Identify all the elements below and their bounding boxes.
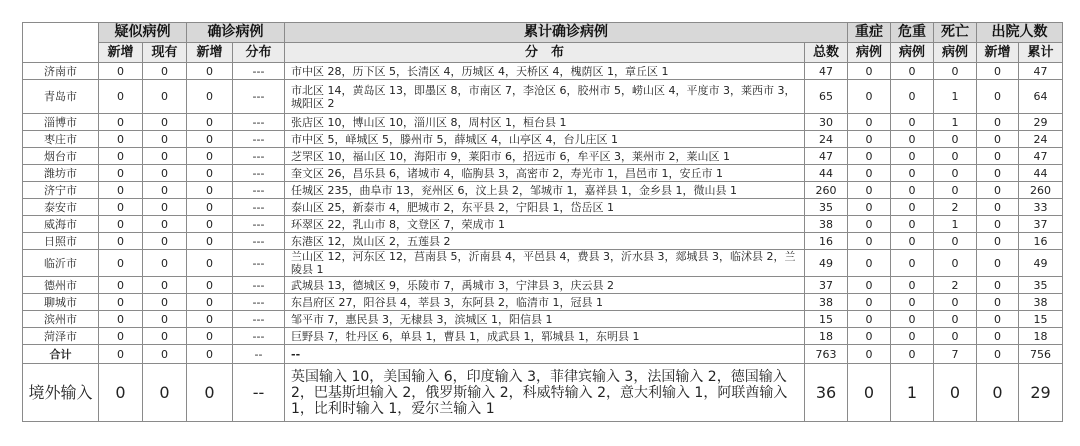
death-cell: 7 — [934, 345, 977, 364]
critical-cell: 0 — [891, 311, 934, 328]
total-cell: 16 — [805, 233, 848, 250]
severe-cell: 0 — [848, 63, 891, 80]
stats-table-container — [22, 22, 1062, 422]
discharged-cumulative-cell: 47 — [1019, 63, 1063, 80]
total-cell: 18 — [805, 328, 848, 345]
distribution-cell: 环翠区 22，乳山市 8，文登区 7，荣成市 1 — [285, 216, 805, 233]
header-critical-top: 危重 — [891, 23, 934, 43]
suspected-new-cell: 0 — [99, 114, 143, 131]
discharged-cumulative-cell: 35 — [1019, 277, 1063, 294]
severe-cell: 0 — [848, 216, 891, 233]
header-blank — [23, 23, 99, 63]
distribution-cell: 奎文区 26，昌乐县 6，诸城市 4，临朐县 3，高密市 2，寿光市 1，昌邑市 1，安丘市 1 — [285, 165, 805, 182]
discharged-cumulative-cell: 16 — [1019, 233, 1063, 250]
table-row — [23, 182, 1063, 199]
total-cell: 47 — [805, 63, 848, 80]
city-cell: 临沂市 — [23, 250, 99, 277]
confirmed-distribution-cell: --- — [233, 63, 285, 80]
discharged-cumulative-cell: 38 — [1019, 294, 1063, 311]
critical-cell: 0 — [891, 233, 934, 250]
confirmed-distribution-cell: --- — [233, 182, 285, 199]
discharged-cumulative-cell: 18 — [1019, 328, 1063, 345]
critical-cell: 0 — [891, 345, 934, 364]
suspected-current-cell: 0 — [143, 328, 187, 345]
critical-cell: 0 — [891, 216, 934, 233]
critical-cell: 0 — [891, 63, 934, 80]
critical-cell: 0 — [891, 277, 934, 294]
suspected-new-cell: 0 — [99, 80, 143, 114]
city-cell: 威海市 — [23, 216, 99, 233]
total-cell: 49 — [805, 250, 848, 277]
suspected-current-cell: 0 — [143, 148, 187, 165]
suspected-current-cell: 0 — [143, 233, 187, 250]
death-cell: 0 — [934, 148, 977, 165]
severe-cell: 0 — [848, 311, 891, 328]
city-cell: 菏泽市 — [23, 328, 99, 345]
header-cumulative: 累计确诊病例 — [285, 23, 848, 43]
covid-stats-table — [22, 22, 1063, 422]
discharged-new-cell: 0 — [977, 250, 1019, 277]
discharged-new-cell: 0 — [977, 80, 1019, 114]
suspected-new-cell: 0 — [99, 165, 143, 182]
header-death-case: 病例 — [934, 43, 977, 63]
city-cell: 德州市 — [23, 277, 99, 294]
confirmed-new-cell: 0 — [187, 80, 233, 114]
header-confirmed-distribution: 分布 — [233, 43, 285, 63]
confirmed-new-cell: 0 — [187, 294, 233, 311]
discharged-new-cell: 0 — [977, 294, 1019, 311]
death-cell: 0 — [934, 131, 977, 148]
discharged-cumulative-cell: 29 — [1019, 364, 1063, 422]
discharged-new-cell: 0 — [977, 216, 1019, 233]
total-cell: 30 — [805, 114, 848, 131]
death-cell: 0 — [934, 311, 977, 328]
severe-cell: 0 — [848, 182, 891, 199]
city-cell: 济南市 — [23, 63, 99, 80]
city-cell: 泰安市 — [23, 199, 99, 216]
total-cell: 65 — [805, 80, 848, 114]
header-suspected: 疑似病例 — [99, 23, 187, 43]
critical-cell: 0 — [891, 114, 934, 131]
distribution-cell: -- — [285, 345, 805, 364]
suspected-new-cell: 0 — [99, 294, 143, 311]
table-row — [23, 114, 1063, 131]
death-cell: 2 — [934, 277, 977, 294]
header-discharged: 出院人数 — [977, 23, 1063, 43]
confirmed-distribution-cell: --- — [233, 148, 285, 165]
discharged-new-cell: 0 — [977, 165, 1019, 182]
death-cell: 1 — [934, 80, 977, 114]
distribution-cell: 东昌府区 27，阳谷县 4，莘县 3，东阿县 2，临清市 1，冠县 1 — [285, 294, 805, 311]
discharged-cumulative-cell: 33 — [1019, 199, 1063, 216]
city-cell: 青岛市 — [23, 80, 99, 114]
confirmed-distribution-cell: --- — [233, 199, 285, 216]
suspected-current-cell: 0 — [143, 311, 187, 328]
critical-cell: 0 — [891, 165, 934, 182]
death-cell: 0 — [934, 294, 977, 311]
discharged-cumulative-cell: 64 — [1019, 80, 1063, 114]
critical-cell: 0 — [891, 294, 934, 311]
suspected-new-cell: 0 — [99, 182, 143, 199]
suspected-new-cell: 0 — [99, 148, 143, 165]
header-row-1 — [23, 23, 1063, 43]
critical-cell: 0 — [891, 148, 934, 165]
confirmed-new-cell: 0 — [187, 199, 233, 216]
confirmed-new-cell: 0 — [187, 250, 233, 277]
suspected-new-cell: 0 — [99, 63, 143, 80]
discharged-cumulative-cell: 29 — [1019, 114, 1063, 131]
severe-cell: 0 — [848, 277, 891, 294]
suspected-current-cell: 0 — [143, 364, 187, 422]
suspected-current-cell: 0 — [143, 182, 187, 199]
confirmed-distribution-cell: --- — [233, 216, 285, 233]
confirmed-new-cell: 0 — [187, 114, 233, 131]
city-cell: 烟台市 — [23, 148, 99, 165]
city-cell: 境外输入 — [23, 364, 99, 422]
distribution-cell: 泰山区 25，新泰市 4，肥城市 2，东平县 2，宁阳县 1，岱岳区 1 — [285, 199, 805, 216]
city-cell: 合计 — [23, 345, 99, 364]
table-row — [23, 216, 1063, 233]
total-cell: 763 — [805, 345, 848, 364]
distribution-cell: 东港区 12，岚山区 2，五莲县 2 — [285, 233, 805, 250]
discharged-new-cell: 0 — [977, 199, 1019, 216]
death-cell: 0 — [934, 182, 977, 199]
discharged-new-cell: 0 — [977, 148, 1019, 165]
discharged-cumulative-cell: 47 — [1019, 148, 1063, 165]
header-total: 总数 — [805, 43, 848, 63]
total-cell: 36 — [805, 364, 848, 422]
table-row — [23, 328, 1063, 345]
suspected-current-cell: 0 — [143, 199, 187, 216]
distribution-cell: 巨野县 7，牡丹区 6，单县 1，曹县 1，成武县 1，郓城县 1，东明县 1 — [285, 328, 805, 345]
severe-cell: 0 — [848, 80, 891, 114]
distribution-cell: 张店区 10，博山区 10，淄川区 8，周村区 1，桓台县 1 — [285, 114, 805, 131]
death-cell: 2 — [934, 199, 977, 216]
critical-cell: 1 — [891, 364, 934, 422]
city-cell: 济宁市 — [23, 182, 99, 199]
discharged-new-cell: 0 — [977, 277, 1019, 294]
death-cell: 0 — [934, 63, 977, 80]
death-cell: 0 — [934, 250, 977, 277]
discharged-new-cell: 0 — [977, 131, 1019, 148]
severe-cell: 0 — [848, 345, 891, 364]
table-row — [23, 277, 1063, 294]
header-severe-case: 病例 — [848, 43, 891, 63]
header-severe-top: 重症 — [848, 23, 891, 43]
discharged-new-cell: 0 — [977, 63, 1019, 80]
death-cell: 0 — [934, 233, 977, 250]
suspected-current-cell: 0 — [143, 63, 187, 80]
suspected-new-cell: 0 — [99, 277, 143, 294]
foreign-import-row — [23, 364, 1063, 422]
discharged-cumulative-cell: 49 — [1019, 250, 1063, 277]
suspected-new-cell: 0 — [99, 250, 143, 277]
severe-cell: 0 — [848, 233, 891, 250]
header-death-top: 死亡 — [934, 23, 977, 43]
total-cell: 15 — [805, 311, 848, 328]
confirmed-new-cell: 0 — [187, 277, 233, 294]
distribution-cell: 英国输入 10，美国输入 6，印度输入 3，菲律宾输入 3，法国输入 2，德国输入 2，巴基斯坦输入 2，俄罗斯输入 2，科威特输入 2，意大利输入 1，阿联酋输入 1，比利时输入 1，爱尔兰输入 1 — [285, 364, 805, 422]
header-distribution: 分 布 — [285, 43, 805, 63]
severe-cell: 0 — [848, 165, 891, 182]
distribution-cell: 芝罘区 10，福山区 10，海阳市 9，莱阳市 6，招远市 6，牟平区 3，莱州市 2，莱山区 1 — [285, 148, 805, 165]
suspected-current-cell: 0 — [143, 80, 187, 114]
suspected-new-cell: 0 — [99, 328, 143, 345]
critical-cell: 0 — [891, 80, 934, 114]
confirmed-new-cell: 0 — [187, 345, 233, 364]
total-cell: 38 — [805, 216, 848, 233]
discharged-new-cell: 0 — [977, 328, 1019, 345]
critical-cell: 0 — [891, 182, 934, 199]
total-cell: 47 — [805, 148, 848, 165]
confirmed-distribution-cell: -- — [233, 345, 285, 364]
distribution-cell: 市北区 14，黄岛区 13，即墨区 8，市南区 7，李沧区 6，胶州市 5，崂山区 4，平度市 3，莱西市 3，城阳区 2 — [285, 80, 805, 114]
severe-cell: 0 — [848, 294, 891, 311]
city-cell: 聊城市 — [23, 294, 99, 311]
confirmed-new-cell: 0 — [187, 328, 233, 345]
table-row — [23, 131, 1063, 148]
confirmed-distribution-cell: -- — [233, 364, 285, 422]
discharged-new-cell: 0 — [977, 182, 1019, 199]
table-row — [23, 165, 1063, 182]
table-row — [23, 250, 1063, 277]
discharged-cumulative-cell: 44 — [1019, 165, 1063, 182]
discharged-cumulative-cell: 15 — [1019, 311, 1063, 328]
discharged-new-cell: 0 — [977, 114, 1019, 131]
total-cell: 260 — [805, 182, 848, 199]
distribution-cell: 市中区 28，历下区 5，长清区 4，历城区 4，天桥区 4，槐荫区 1，章丘区 1 — [285, 63, 805, 80]
confirmed-distribution-cell: --- — [233, 114, 285, 131]
table-row — [23, 311, 1063, 328]
header-suspected-current: 现有 — [143, 43, 187, 63]
discharged-cumulative-cell: 756 — [1019, 345, 1063, 364]
header-discharged-cumulative: 累计 — [1019, 43, 1063, 63]
total-cell: 35 — [805, 199, 848, 216]
confirmed-new-cell: 0 — [187, 63, 233, 80]
suspected-new-cell: 0 — [99, 233, 143, 250]
total-cell: 24 — [805, 131, 848, 148]
distribution-cell: 兰山区 12，河东区 12，莒南县 5，沂南县 4，平邑县 4，费县 3，沂水县 3，郯城县 3，临沭县 2，兰陵县 1 — [285, 250, 805, 277]
table-row — [23, 63, 1063, 80]
severe-cell: 0 — [848, 328, 891, 345]
total-row — [23, 345, 1063, 364]
suspected-current-cell: 0 — [143, 294, 187, 311]
city-cell: 淄博市 — [23, 114, 99, 131]
suspected-current-cell: 0 — [143, 277, 187, 294]
table-row — [23, 80, 1063, 114]
death-cell: 1 — [934, 216, 977, 233]
confirmed-distribution-cell: --- — [233, 131, 285, 148]
suspected-new-cell: 0 — [99, 131, 143, 148]
discharged-cumulative-cell: 37 — [1019, 216, 1063, 233]
death-cell: 0 — [934, 328, 977, 345]
table-row — [23, 199, 1063, 216]
severe-cell: 0 — [848, 131, 891, 148]
header-suspected-new: 新增 — [99, 43, 143, 63]
header-row-2 — [23, 43, 1063, 63]
city-cell: 滨州市 — [23, 311, 99, 328]
confirmed-distribution-cell: --- — [233, 311, 285, 328]
total-cell: 38 — [805, 294, 848, 311]
header-confirmed-new: 新增 — [187, 43, 233, 63]
total-cell: 44 — [805, 165, 848, 182]
distribution-cell: 市中区 5，峄城区 5，滕州市 5，薛城区 4，山亭区 4，台儿庄区 1 — [285, 131, 805, 148]
confirmed-new-cell: 0 — [187, 148, 233, 165]
confirmed-distribution-cell: --- — [233, 277, 285, 294]
table-row — [23, 233, 1063, 250]
discharged-cumulative-cell: 24 — [1019, 131, 1063, 148]
confirmed-new-cell: 0 — [187, 311, 233, 328]
suspected-current-cell: 0 — [143, 250, 187, 277]
confirmed-new-cell: 0 — [187, 216, 233, 233]
critical-cell: 0 — [891, 199, 934, 216]
confirmed-distribution-cell: --- — [233, 294, 285, 311]
total-cell: 37 — [805, 277, 848, 294]
distribution-cell: 邹平市 7，惠民县 3，无棣县 3，滨城区 1，阳信县 1 — [285, 311, 805, 328]
suspected-current-cell: 0 — [143, 165, 187, 182]
city-cell: 潍坊市 — [23, 165, 99, 182]
critical-cell: 0 — [891, 328, 934, 345]
confirmed-distribution-cell: --- — [233, 165, 285, 182]
suspected-new-cell: 0 — [99, 364, 143, 422]
severe-cell: 0 — [848, 364, 891, 422]
severe-cell: 0 — [848, 199, 891, 216]
critical-cell: 0 — [891, 131, 934, 148]
discharged-cumulative-cell: 260 — [1019, 182, 1063, 199]
confirmed-new-cell: 0 — [187, 131, 233, 148]
severe-cell: 0 — [848, 114, 891, 131]
table-row — [23, 148, 1063, 165]
city-cell: 日照市 — [23, 233, 99, 250]
header-discharged-new: 新增 — [977, 43, 1019, 63]
confirmed-new-cell: 0 — [187, 182, 233, 199]
confirmed-distribution-cell: --- — [233, 250, 285, 277]
discharged-new-cell: 0 — [977, 364, 1019, 422]
confirmed-new-cell: 0 — [187, 165, 233, 182]
confirmed-distribution-cell: --- — [233, 80, 285, 114]
suspected-new-cell: 0 — [99, 345, 143, 364]
table-body — [23, 63, 1063, 422]
confirmed-new-cell: 0 — [187, 364, 233, 422]
header-critical-case: 病例 — [891, 43, 934, 63]
suspected-new-cell: 0 — [99, 311, 143, 328]
death-cell: 0 — [934, 165, 977, 182]
header-confirmed: 确诊病例 — [187, 23, 285, 43]
death-cell: 1 — [934, 114, 977, 131]
suspected-current-cell: 0 — [143, 114, 187, 131]
confirmed-new-cell: 0 — [187, 233, 233, 250]
death-cell: 0 — [934, 364, 977, 422]
confirmed-distribution-cell: --- — [233, 233, 285, 250]
discharged-new-cell: 0 — [977, 233, 1019, 250]
suspected-current-cell: 0 — [143, 216, 187, 233]
table-row — [23, 294, 1063, 311]
discharged-new-cell: 0 — [977, 311, 1019, 328]
distribution-cell: 任城区 235，曲阜市 13，兖州区 6，汶上县 2，邹城市 1，嘉祥县 1，金乡县 1，微山县 1 — [285, 182, 805, 199]
suspected-current-cell: 0 — [143, 345, 187, 364]
severe-cell: 0 — [848, 148, 891, 165]
distribution-cell: 武城县 13，德城区 9，乐陵市 7，禹城市 3，宁津县 3，庆云县 2 — [285, 277, 805, 294]
city-cell: 枣庄市 — [23, 131, 99, 148]
discharged-new-cell: 0 — [977, 345, 1019, 364]
suspected-new-cell: 0 — [99, 216, 143, 233]
suspected-current-cell: 0 — [143, 131, 187, 148]
suspected-new-cell: 0 — [99, 199, 143, 216]
severe-cell: 0 — [848, 250, 891, 277]
confirmed-distribution-cell: --- — [233, 328, 285, 345]
critical-cell: 0 — [891, 250, 934, 277]
